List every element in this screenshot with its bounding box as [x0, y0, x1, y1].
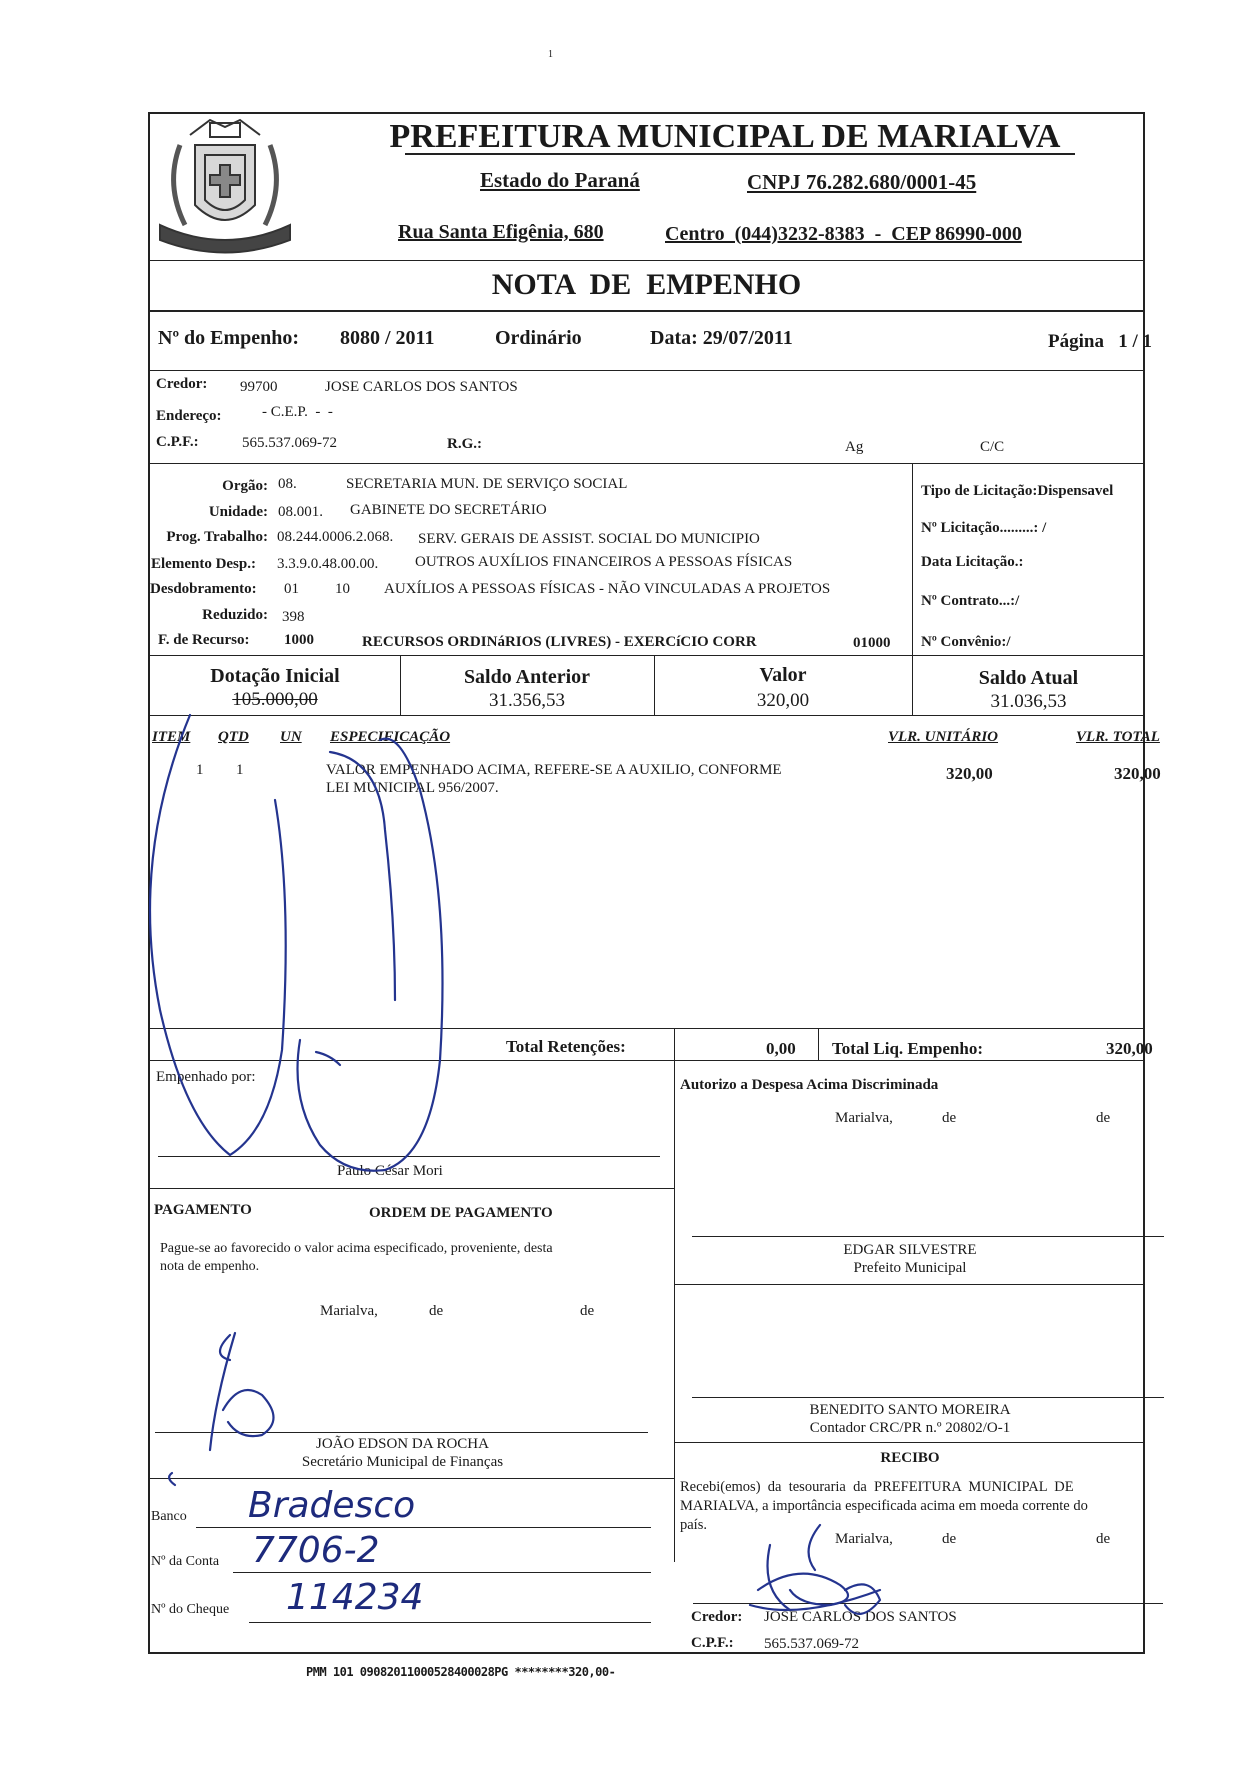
creditor-name: JOSE CARLOS DOS SANTOS: [325, 379, 518, 395]
elem-label: Elemento Desp.:: [151, 556, 256, 572]
balance-label-0: Dotação Inicial: [210, 665, 340, 687]
prog-name: SERV. GERAIS DE ASSIST. SOCIAL DO MUNICIPIO: [418, 531, 760, 547]
signature-line: [692, 1397, 1164, 1398]
receipt-line1: Recebi(emos) da tesouraria da PREFEITURA MUNICIPAL DE: [680, 1479, 1074, 1495]
empenho-type: Ordinário: [495, 327, 582, 349]
authorize-place: Marialva,: [835, 1110, 893, 1126]
net-total-label: Total Liq. Empenho:: [832, 1039, 983, 1058]
payment-de1: de: [429, 1303, 444, 1319]
address-value: - C.E.P. - -: [262, 404, 333, 420]
divider: [818, 1028, 819, 1060]
doc-title: NOTA DE EMPENHO: [491, 268, 802, 301]
balance-label-2: Valor: [759, 664, 807, 686]
street-label: Rua Santa Efigênia, 680: [398, 221, 604, 243]
signature-line: [693, 1603, 1163, 1604]
cheque-value: 114234: [286, 1577, 424, 1618]
bidding-date: Data Licitação.:: [921, 554, 1024, 570]
bidding-number: Nº Licitação.........: /: [921, 520, 1047, 536]
balance-value-1: 31.356,53: [489, 690, 565, 711]
payment-text-line1: Pague-se ao favorecido o valor acima especificado, proveniente, desta: [160, 1241, 553, 1256]
payment-place: Marialva,: [320, 1303, 378, 1319]
divider: [148, 310, 1145, 312]
desd-label: Desdobramento:: [150, 581, 257, 597]
receipt-cred-name: JOSE CARLOS DOS SANTOS: [764, 1609, 957, 1625]
district-phone-label: Centro (044)3232-8383 - CEP 86990-000: [665, 223, 1022, 245]
unidade-name: GABINETE DO SECRETÁRIO: [350, 502, 547, 518]
authorize-de2: de: [1096, 1110, 1111, 1126]
unidade-label: Unidade:: [208, 504, 268, 520]
agreement-number: Nº Convênio:/: [921, 634, 1011, 650]
prog-label: Prog. Trabalho:: [166, 529, 268, 545]
unidade-code: 08.001.: [278, 504, 323, 520]
authorize-label: Autorizo a Despesa Acima Discriminada: [680, 1077, 939, 1093]
rec-code2: 01000: [853, 635, 891, 651]
page-number: Página 1 / 1: [1048, 331, 1152, 352]
payment-text-line2: nota de empenho.: [160, 1259, 260, 1274]
col-item: ITEM: [152, 729, 191, 745]
item-unit-value: 320,00: [946, 764, 993, 783]
account-label: Nº da Conta: [151, 1554, 220, 1569]
mayor-name: EDGAR SILVESTRE: [843, 1242, 977, 1258]
empenho-number-label: Nº do Empenho:: [158, 327, 300, 349]
desd-code1: 01: [284, 581, 299, 597]
cpf-label: C.P.F.:: [156, 434, 199, 450]
retentions-label: Total Retenções:: [506, 1037, 626, 1056]
empenhado-name: Paulo César Mori: [337, 1163, 443, 1179]
red-code: 398: [282, 609, 305, 625]
orgao-name: SECRETARIA MUN. DE SERVIÇO SOCIAL: [346, 476, 628, 492]
balance-value-0: 105.000,00: [232, 689, 318, 710]
page-title: PREFEITURA MUNICIPAL DE MARIALVA: [389, 118, 1061, 155]
balance-label-3: Saldo Atual: [978, 667, 1079, 689]
elem-name: OUTROS AUXÍLIOS FINANCEIROS A PESSOAS FÍSICAS: [415, 554, 793, 570]
balance-value-3: 31.036,53: [990, 691, 1067, 712]
balance-value-2: 320,00: [756, 690, 810, 711]
signature-line: [692, 1236, 1164, 1237]
receipt-cpf-label: C.P.F.:: [691, 1635, 734, 1651]
payment-order-title: ORDEM DE PAGAMENTO: [369, 1205, 553, 1221]
address-label: Endereço:: [156, 408, 222, 424]
col-qtd: QTD: [218, 729, 249, 745]
authorize-de1: de: [942, 1110, 957, 1126]
signature-line: [158, 1156, 660, 1157]
item-spec-line1: VALOR EMPENHADO ACIMA, REFERE-SE A AUXILIO, CONFORME: [326, 762, 782, 778]
divider: [148, 1188, 674, 1189]
item-total-value: 320,00: [1114, 764, 1161, 783]
divider: [148, 463, 1145, 464]
state-label: Estado do Paraná: [480, 168, 640, 192]
payment-de2: de: [580, 1303, 595, 1319]
prog-code: 08.244.0006.2.068.: [277, 529, 394, 545]
receipt-cred-label: Credor:: [691, 1609, 743, 1625]
receipt-de1: de: [942, 1531, 957, 1547]
cc-label: C/C: [980, 439, 1005, 455]
divider: [148, 260, 1145, 261]
col-spec: ESPECIFICAÇÃO: [330, 729, 451, 745]
creditor-label: Credor:: [156, 376, 208, 392]
divider: [674, 1028, 675, 1562]
divider: [674, 1442, 1145, 1443]
coat-of-arms-logo: [150, 105, 300, 265]
orgao-code: 08.: [278, 476, 297, 492]
payment-title: PAGAMENTO: [154, 1202, 252, 1218]
receipt-line2: MARIALVA, a importância especificada acima em moeda corrente do: [680, 1498, 1088, 1514]
divider: [912, 463, 913, 655]
receipt-cpf: 565.537.069-72: [764, 1636, 859, 1652]
net-total-value: 320,00: [1106, 1039, 1153, 1058]
title-underline: [405, 153, 1075, 155]
rec-code: 1000: [284, 632, 314, 648]
retentions-value: 0,00: [766, 1039, 796, 1058]
account-value: 7706-2: [252, 1530, 380, 1571]
divider: [674, 1284, 1145, 1285]
item-number: 1: [196, 762, 204, 778]
cheque-label: Nº do Cheque: [151, 1602, 230, 1617]
ag-label: Ag: [845, 439, 864, 455]
cpf-value: 565.537.069-72: [242, 435, 337, 451]
empenho-date: Data: 29/07/2011: [650, 327, 793, 349]
payment-signer-name: JOÃO EDSON DA ROCHA: [316, 1436, 489, 1452]
payment-signer-title: Secretário Municipal de Finanças: [301, 1454, 504, 1470]
item-spec-line2: LEI MUNICIPAL 956/2007.: [326, 780, 499, 796]
accountant-title: Contador CRC/PR n.º 20802/O-1: [809, 1420, 1011, 1436]
creditor-code: 99700: [240, 379, 278, 395]
divider: [148, 370, 1145, 371]
col-unit-value: VLR. UNITÁRIO: [888, 729, 999, 745]
footer-code: PMM 101 09082011000528400028PG ********320,00-: [306, 1665, 616, 1679]
rec-name: RECURSOS ORDINáRIOS (LIVRES) - EXERCíCIO CORR: [362, 634, 757, 650]
stray-mark: 1: [548, 49, 553, 60]
bidding-type: Tipo de Licitação:Dispensavel: [921, 483, 1114, 499]
receipt-line3: país.: [680, 1517, 707, 1533]
receipt-place: Marialva,: [835, 1531, 893, 1547]
col-total-value: VLR. TOTAL: [1076, 729, 1160, 745]
accountant-name: BENEDITO SANTO MOREIRA: [809, 1402, 1011, 1418]
contract-number: Nº Contrato...:/: [921, 593, 1020, 609]
divider: [148, 715, 1145, 716]
red-label: Reduzido:: [202, 607, 268, 623]
desd-name: AUXÍLIOS A PESSOAS FÍSICAS - NÃO VINCULADAS A PROJETOS: [384, 581, 831, 597]
divider: [148, 1478, 674, 1479]
empenhado-label: Empenhado por:: [156, 1069, 256, 1085]
divider: [148, 1028, 1145, 1029]
cnpj-label: CNPJ 76.282.680/0001-45: [747, 170, 977, 194]
field-line: [196, 1527, 651, 1528]
divider: [148, 655, 1145, 656]
divider: [148, 1060, 1145, 1061]
rg-label: R.G.:: [447, 436, 482, 452]
signature-line: [155, 1432, 648, 1433]
orgao-label: Orgão:: [222, 478, 268, 494]
bank-value: Bradesco: [248, 1485, 416, 1526]
receipt-title: RECIBO: [880, 1450, 940, 1466]
balance-label-1: Saldo Anterior: [463, 666, 591, 688]
empenho-number: 8080 / 2011: [340, 327, 435, 349]
elem-code: 3.3.9.0.48.00.00.: [277, 556, 379, 572]
bank-label: Banco: [151, 1509, 187, 1524]
mayor-title: Prefeito Municipal: [853, 1260, 967, 1276]
col-un: UN: [280, 729, 302, 745]
field-line: [233, 1572, 651, 1573]
field-line: [249, 1622, 651, 1623]
desd-code2: 10: [335, 581, 350, 597]
rec-label: F. de Recurso:: [158, 632, 250, 648]
item-qty: 1: [236, 762, 244, 778]
receipt-de2: de: [1096, 1531, 1111, 1547]
